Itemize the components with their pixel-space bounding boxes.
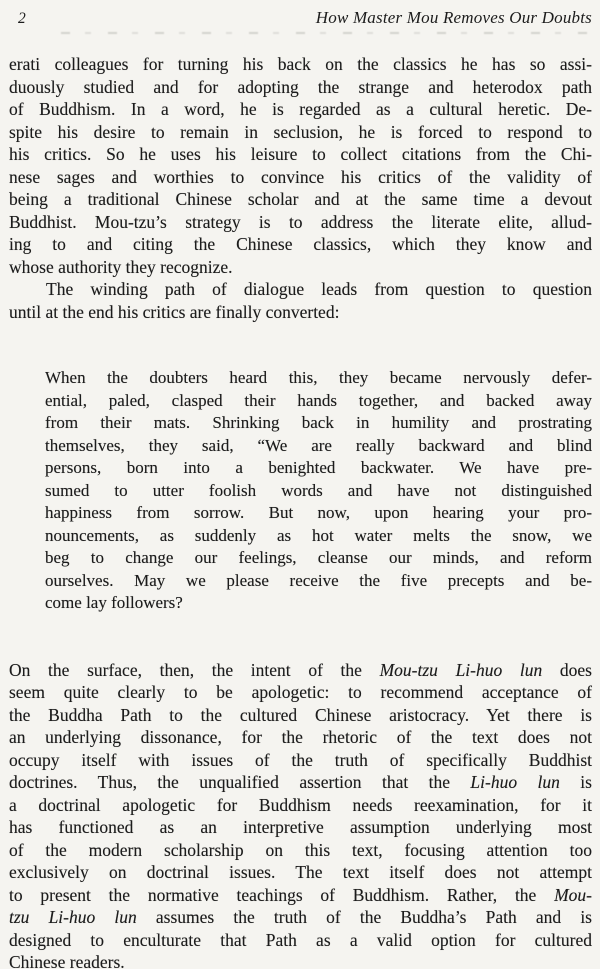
text-line: a doctrinal apologetic for Buddhism needs reexamination, for it xyxy=(9,794,592,815)
text-line: On the surface, then, the intent of the Mou-tzu Li-huo lun does xyxy=(9,659,592,680)
text-line: exclusively on doctrinal issues. The text itself does not attempt xyxy=(9,862,592,882)
text-line: happiness from sorrow. But now, upon hearing your pro- xyxy=(45,503,592,522)
text-line: ential, paled, clasped their hands together, and backed away xyxy=(45,390,592,410)
text-line: themselves, they said, “We are really backward and blind xyxy=(45,435,592,455)
text-line: beg to change our feelings, cleanse our minds, and reform xyxy=(45,548,592,567)
paragraph xyxy=(9,53,592,278)
text-line: from their mats. Shrinking back in humility and prostrating xyxy=(45,413,592,432)
text-line: ing to and citing the Chinese classics, which they know and xyxy=(9,234,592,254)
text-line: spite his desire to remain in seclusion, he is forced to respond to xyxy=(9,121,592,142)
text-block xyxy=(9,53,592,969)
text-line: occupy itself with issues of the truth of specifically Buddhist xyxy=(9,749,592,770)
text-line: sumed to utter foolish words and have not distinguished xyxy=(45,480,592,500)
text-line: whose authority they recognize. xyxy=(9,256,233,277)
text-line: of the modern scholarship on this text, focusing attention too xyxy=(9,839,592,860)
running-title: How Master Mou Removes Our Doubts xyxy=(315,8,592,27)
text-line: Chinese readers. xyxy=(9,952,125,969)
text-line: has functioned as an interpretive assumption underlying most xyxy=(9,817,592,837)
text-line: to present the normative teachings of Buddhism. Rather, the Mou- xyxy=(9,884,592,905)
paragraph xyxy=(9,278,592,323)
text-line: Buddhist. Mou-tzu’s strategy is to address the literate elite, allud- xyxy=(9,211,592,232)
text-line: tzu Li-huo lun assumes the truth of the Buddha’s Path and is xyxy=(9,907,592,927)
page-number: 2 xyxy=(18,10,26,27)
page-header xyxy=(9,8,592,28)
text-line: an underlying dissonance, for the rhetoric of the text does not xyxy=(9,727,592,747)
text-line: ourselves. May we please receive the five precepts and be- xyxy=(45,570,592,590)
block-quote xyxy=(45,367,592,615)
text-line: come lay followers? xyxy=(45,593,183,612)
text-line: of Buddhism. In a word, he is regarded as a cultural heretic. De- xyxy=(9,99,592,119)
text-line: seem quite clearly to be apologetic: to recommend acceptance of xyxy=(9,682,592,702)
text-line: nese sages and worthies to convince his critics of the validity of xyxy=(9,166,592,187)
text-line: being a traditional Chinese scholar and at the same time a devout xyxy=(9,189,592,209)
scan-artifact-line xyxy=(61,32,593,34)
text-line: duously studied and for adopting the strange and heterodox path xyxy=(9,76,592,97)
paragraph xyxy=(9,659,592,969)
text-line: When the doubters heard this, they became nervously defer- xyxy=(45,368,592,387)
text-line: The winding path of dialogue leads from question to question xyxy=(46,279,592,299)
text-line: his critics. So he uses his leisure to collect citations from the Chi- xyxy=(9,144,592,164)
text-line: designed to enculturate that Path as a valid option for cultured xyxy=(9,929,592,950)
text-line: until at the end his critics are finally converted: xyxy=(9,301,340,322)
text-line: doctrines. Thus, the unqualified assertion that the Li-huo lun is xyxy=(9,772,592,792)
text-line: nouncements, as suddenly as hot water melts the snow, we xyxy=(45,525,592,545)
text-line: erati colleagues for turning his back on the classics he has so assi- xyxy=(9,54,592,74)
text-line: persons, born into a benighted backwater. We have pre- xyxy=(45,458,592,477)
text-line: the Buddha Path to the cultured Chinese aristocracy. Yet there is xyxy=(9,704,592,725)
